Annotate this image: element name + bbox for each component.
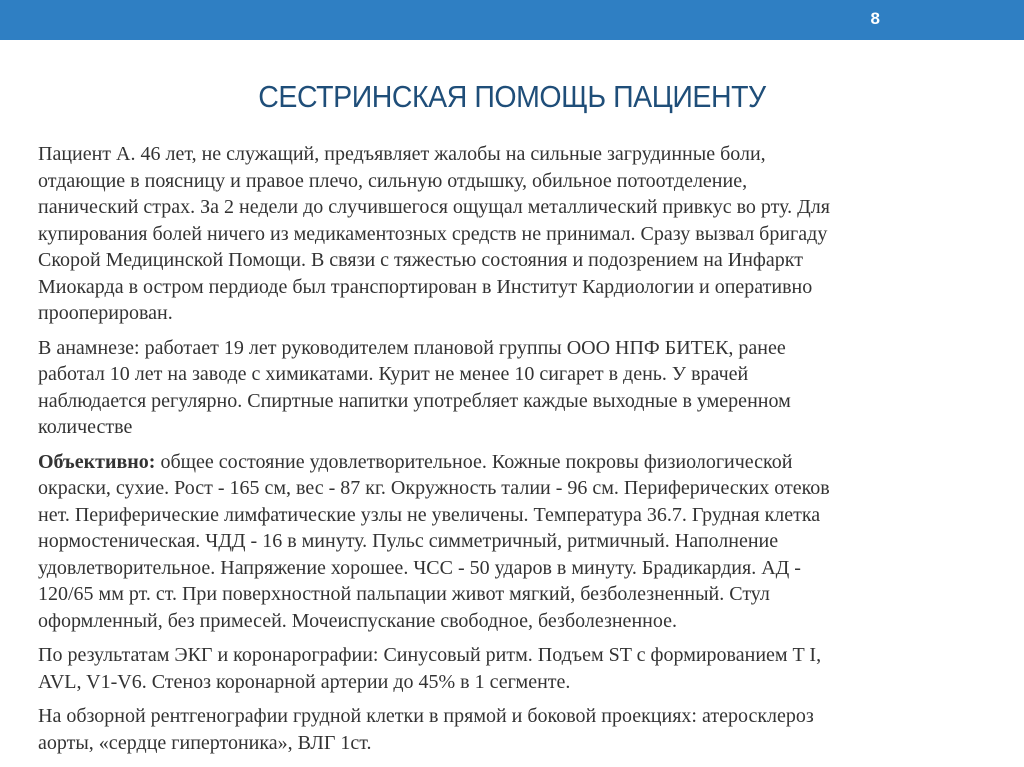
page-number: 8 — [870, 9, 880, 28]
text-line: нормостеническая. ЧДД - 16 в минуту. Пульс симметричный, ритмичный. Наполнение — [38, 530, 779, 552]
top-bar — [0, 0, 1024, 40]
text-line: купирования болей ничего из медикаментозных средств не принимал. Сразу вызвал бригаду — [38, 222, 828, 245]
text-line: отдающие в поясницу и правое плечо, сильную отдышку, обильное потоотделение, — [38, 169, 748, 192]
paragraph-xray — [38, 703, 998, 756]
text-line: удовлетворительное. Напряжение хорошее. ЧСС - 50 ударов в минуту. Брадикардия. АД - — [38, 556, 801, 579]
paragraph-objective — [38, 449, 998, 635]
text-line: По результатам ЭКГ и коронарографии: Синусовый ритм. Подъем ST с формированием T I, — [38, 644, 822, 666]
text-line: Миокарда в остром пердиоде был транспортирован в Институт Кардиологии и оперативно — [38, 275, 813, 298]
text-line: оформленный, без примесей. Мочеиспускание свободное, безболезненное. — [38, 609, 677, 632]
text-line: нет. Периферические лимфатические узлы не увеличены. Температура 36.7. Грудная клетка — [38, 503, 821, 526]
text-line: 120/65 мм рт. ст. При поверхностной пальпации живот мягкий, безболезненный. Стул — [38, 583, 770, 605]
text-line: количестве — [38, 416, 133, 438]
text-line — [38, 449, 998, 476]
text-line: Пациент А. 46 лет, не служащий, предъявляет жалобы на сильные загрудинные боли, — [38, 143, 766, 165]
text-line: Скорой Медицинской Помощи. В связи с тяжестью состояния и подозрением на Инфаркт — [38, 249, 803, 271]
text-line: работал 10 лет на заводе с химикатами. Курит не менее 10 сигарет в день. У врачей — [38, 363, 749, 385]
paragraph-anamnesis — [38, 335, 998, 441]
text-line: В анамнезе: работает 19 лет руководителем плановой группы ООО НПФ БИТЕК, ранее — [38, 336, 786, 359]
paragraph-complaints — [38, 141, 998, 327]
slide-title: СЕСТРИНСКАЯ ПОМОЩЬ ПАЦИЕНТУ — [258, 79, 766, 114]
text-segment: общее состояние удовлетворительное. Кожные покровы физиологической — [155, 450, 793, 473]
text-line: панический страх. За 2 недели до случившегося ощущал металлический привкус во рту. Для — [38, 196, 830, 218]
text-line: аорты, «сердце гипертоника», ВЛГ 1ст. — [38, 731, 372, 754]
text-line: AVL, V1-V6. Стеноз коронарной артерии до 45% в 1 сегменте. — [38, 670, 571, 693]
paragraph-ecg — [38, 642, 998, 695]
text-line: наблюдается регулярно. Спиртные напитки употребляет каждые выходные в умеренном — [38, 389, 791, 412]
text-line: окраски, сухие. Рост - 165 см, вес - 87 кг. Окружность талии - 96 см. Периферических отеков — [38, 477, 830, 499]
objective-label: Объективно: — [38, 450, 156, 473]
text-line: прооперирован. — [38, 302, 173, 324]
slide-body — [38, 141, 998, 764]
text-line: На обзорной рентгенографии грудной клетки в прямой и боковой проекциях: атеросклероз — [38, 705, 814, 727]
